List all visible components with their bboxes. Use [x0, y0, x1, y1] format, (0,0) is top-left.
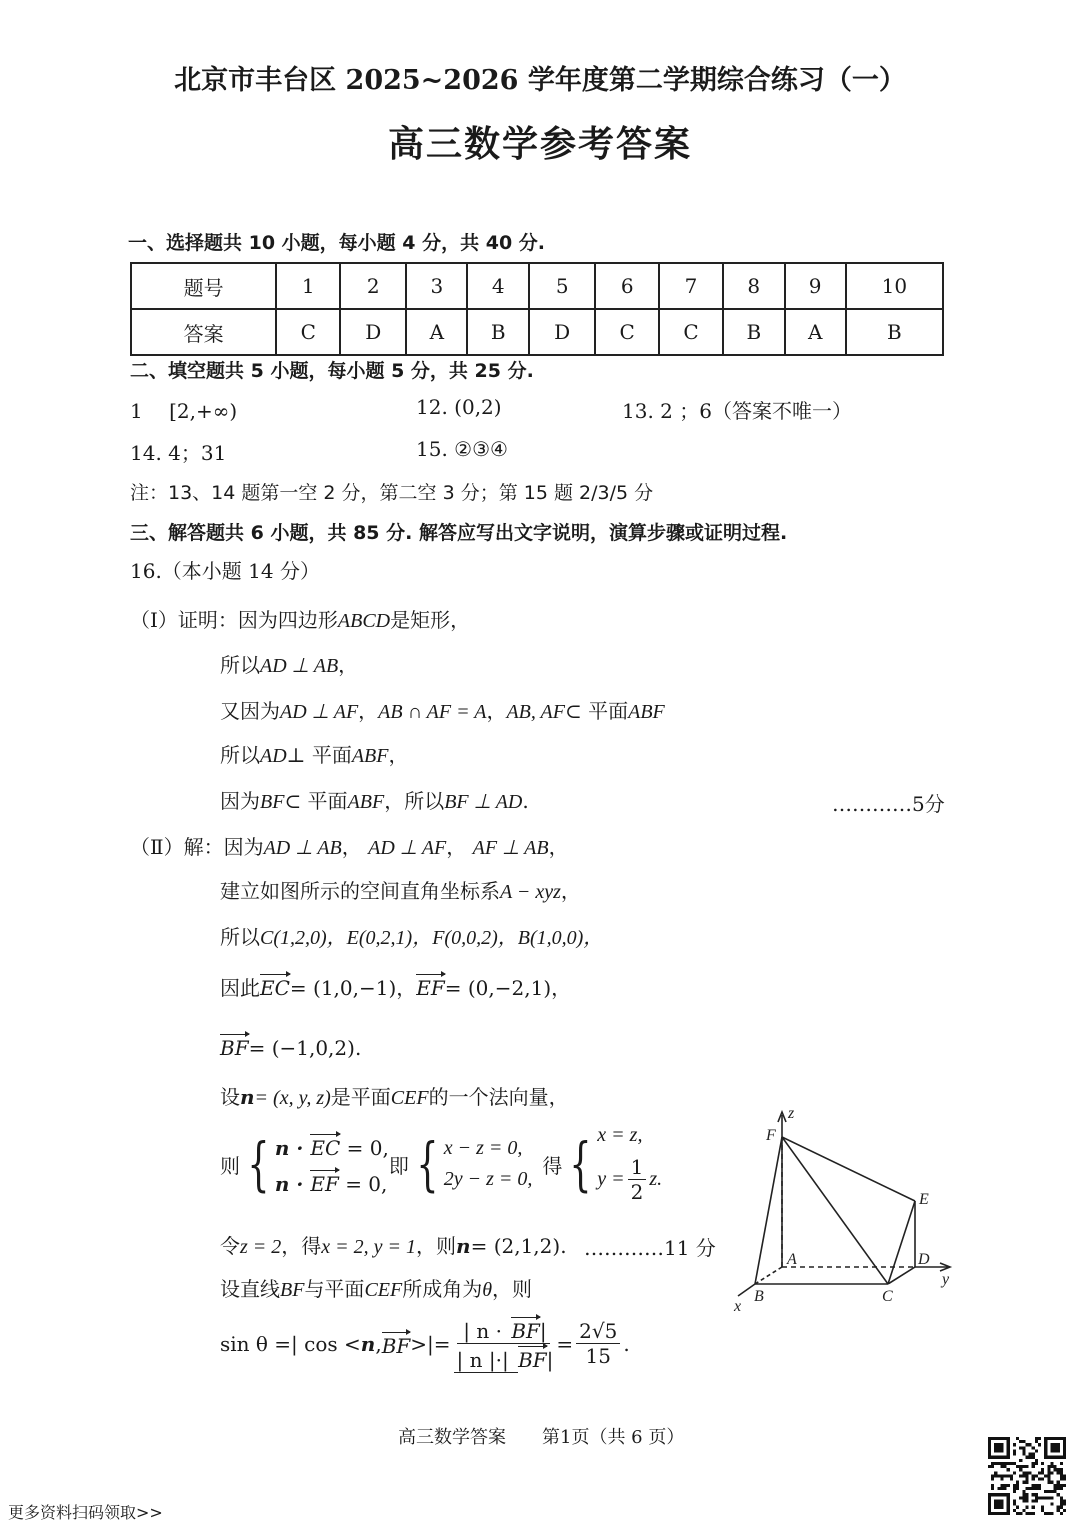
denominator: 15	[585, 1344, 611, 1368]
math: AB ∩ AF = A	[378, 701, 487, 723]
text: ，得	[281, 1234, 322, 1258]
table-row	[131, 263, 943, 309]
text: 因为	[220, 789, 260, 813]
answer-15: 15. ②③④	[416, 437, 508, 461]
part1-line3	[220, 695, 665, 724]
math: n	[360, 1331, 376, 1356]
answer-cell: C	[595, 309, 659, 355]
question-16-heading: 16.（本小题 14 分）	[130, 559, 320, 583]
score-marker-11: …………11 分	[584, 1236, 716, 1260]
answer-cell: B	[723, 309, 785, 355]
text: .	[522, 789, 529, 813]
answer-11: 1 [2,+∞)	[130, 399, 238, 423]
math: AF ⊥ AB	[472, 837, 549, 859]
text: 建立如图所示的空间直角坐标系	[220, 879, 500, 903]
text: ，	[548, 835, 569, 859]
text: 是矩形，	[390, 608, 471, 632]
math: n ·	[274, 1172, 311, 1196]
text: 是平面	[330, 1085, 391, 1109]
math: z.	[649, 1168, 663, 1190]
vector-EF: EF	[310, 1168, 338, 1196]
math: AD ⊥ AB	[260, 655, 339, 677]
text: （Ⅰ）证明：因为四边形	[130, 608, 338, 632]
answer-cell: C	[659, 309, 723, 355]
part1-line2	[220, 649, 358, 678]
vector-EC: EC	[310, 1132, 340, 1160]
text: 与平面	[304, 1277, 365, 1301]
label-D: D	[918, 1251, 930, 1268]
math: = (0,−2,1)，	[444, 976, 572, 1000]
math: n	[456, 1234, 471, 1258]
answer-13: 13. 2 ；6（答案不唯一）	[622, 399, 852, 423]
system-3	[562, 1124, 662, 1204]
math: = (2,1,2).	[470, 1234, 567, 1258]
text: ⊂ 平面	[564, 699, 629, 723]
section2-heading: 二、填空题共 5 小题，每小题 5 分，共 25 分.	[130, 360, 534, 382]
answer-12: 12. (0,2)	[416, 395, 502, 419]
text: 则	[220, 1153, 240, 1178]
math: C(1,2,0)，E(0,2,1)，F(0,0,2)，B(1,0,0)，	[260, 927, 604, 949]
question-number: 3	[406, 263, 467, 309]
text: ，	[338, 653, 359, 677]
math: n	[240, 1085, 255, 1109]
brace-icon: {	[416, 1130, 439, 1198]
row-label: 答案	[131, 309, 276, 355]
text: ⊥ 平面	[286, 743, 352, 767]
math: ,	[375, 1331, 382, 1356]
section3-heading: 三、解答题共 6 小题，共 85 分. 解答应写出文字说明，演算步骤或证明过程.	[130, 522, 788, 544]
question-number: 4	[467, 263, 529, 309]
math: |	[546, 1348, 554, 1372]
math: sin θ =| cos <	[220, 1331, 361, 1356]
geometry-figure	[720, 1100, 960, 1320]
vector-EC: EC	[260, 972, 290, 1000]
answer-table	[130, 262, 944, 356]
question-number: 9	[785, 263, 846, 309]
text: 设直线	[220, 1277, 280, 1301]
math: =	[556, 1331, 574, 1356]
system-2	[409, 1130, 533, 1198]
numerator: 2√5	[576, 1319, 620, 1344]
part1-line4	[220, 739, 409, 768]
more-resources-link[interactable]: 更多资料扫码领取>>	[8, 1503, 163, 1522]
text: ，	[341, 835, 362, 859]
answer-cell: A	[785, 309, 846, 355]
numerator: | n ·	[460, 1319, 511, 1344]
part2-line5	[220, 1032, 361, 1060]
math: AD ⊥ AF	[280, 701, 359, 723]
math: A − xyz	[500, 881, 561, 903]
math: BF	[260, 791, 285, 813]
math: θ	[482, 1279, 493, 1301]
text: ，	[388, 743, 409, 767]
math: x = 2, y = 1	[321, 1236, 417, 1258]
page-footer: 高三数学答案 第1页（共 6 页）	[398, 1427, 685, 1448]
text: （Ⅱ）解：因为	[130, 835, 264, 859]
math: .	[623, 1331, 630, 1356]
vector-BF: BF	[382, 1330, 411, 1358]
scoring-note: 注：13、14 题第一空 2 分，第二空 3 分；第 15 题 2/3/5 分	[130, 482, 654, 504]
text: 即	[388, 1153, 409, 1178]
answer-cell: D	[529, 309, 595, 355]
math: z = 2	[240, 1236, 282, 1258]
text: 所成角为	[402, 1277, 483, 1301]
numerator: 1	[628, 1155, 647, 1180]
answer-14: 14. 4；31	[130, 441, 227, 465]
text: 因此	[220, 976, 260, 1000]
question-number: 8	[723, 263, 785, 309]
text: 所以	[220, 653, 260, 677]
question-number: 5	[529, 263, 595, 309]
text: 所以	[220, 743, 260, 767]
label-y: y	[942, 1271, 950, 1288]
part1-line1	[130, 604, 470, 633]
math: = 0,	[345, 1172, 388, 1196]
math: = 0,	[346, 1136, 389, 1160]
text: ，则	[416, 1234, 457, 1258]
x-axis	[738, 1284, 755, 1296]
part2-line1	[130, 831, 569, 860]
vector-BF: BF	[511, 1315, 540, 1343]
math: ABF	[628, 701, 665, 723]
part2-line4	[220, 972, 571, 1001]
text: 设	[220, 1085, 240, 1109]
math: |	[539, 1319, 547, 1343]
label-E: E	[919, 1191, 929, 1208]
fraction	[576, 1319, 620, 1368]
vector-EF: EF	[416, 972, 444, 1000]
label-z: z	[788, 1105, 795, 1122]
document-subtitle: 高三数学参考答案	[387, 123, 692, 165]
math: CEF	[390, 1087, 429, 1109]
text: 所以	[220, 925, 260, 949]
answer-cell: C	[276, 309, 340, 355]
math: >|=	[410, 1331, 451, 1356]
part1-line5	[220, 785, 529, 814]
question-number: 1	[276, 263, 340, 309]
brace-icon: {	[247, 1130, 270, 1198]
math: ABF	[347, 791, 385, 813]
table-row	[131, 309, 943, 355]
part2-line3	[220, 921, 603, 950]
score-marker-5: …………5分	[832, 792, 945, 816]
part2-line6	[220, 1081, 569, 1110]
fraction	[454, 1315, 554, 1372]
text: ，	[446, 835, 467, 859]
system-1	[240, 1132, 389, 1196]
math: AD ⊥ AF	[368, 837, 447, 859]
question-number: 7	[659, 263, 723, 309]
qr-code[interactable]	[988, 1437, 1066, 1515]
math: AD	[260, 745, 287, 767]
label-B: B	[754, 1288, 764, 1305]
math: n ·	[274, 1136, 311, 1160]
part2-line8	[220, 1230, 567, 1259]
equation-system	[220, 1124, 662, 1204]
edge-BF	[755, 1137, 782, 1284]
denominator: 2	[630, 1180, 644, 1204]
math: BF ⊥ AD	[444, 791, 523, 813]
section1-heading: 一、选择题共 10 小题，每小题 4 分，共 40 分.	[128, 232, 546, 254]
edge-FC	[782, 1137, 888, 1284]
math: AB, AF	[506, 701, 565, 723]
label-x: x	[734, 1298, 742, 1315]
text: ，所以	[384, 789, 445, 813]
question-number: 2	[340, 263, 406, 309]
part2-line10	[220, 1315, 630, 1372]
part2-line2	[220, 875, 581, 904]
math: y =	[597, 1168, 625, 1190]
document-title: 北京市丰台区 2025~2026 学年度第二学期综合练习（一）	[174, 65, 906, 96]
vector-BF: BF	[518, 1344, 547, 1372]
denominator: | n |·|	[454, 1348, 519, 1373]
text: ，	[486, 699, 507, 723]
answer-cell: B	[467, 309, 529, 355]
text: 得	[542, 1153, 563, 1178]
math: AD ⊥ AB	[263, 837, 342, 859]
edge-AB	[755, 1267, 782, 1284]
text: ，	[560, 879, 581, 903]
text: ，则	[492, 1277, 533, 1301]
math: CEF	[364, 1279, 403, 1301]
math: 2y − z = 0,	[443, 1168, 533, 1190]
text: ，	[358, 699, 379, 723]
row-label: 题号	[131, 263, 276, 309]
math: ABCD	[337, 610, 391, 632]
brace-icon: {	[569, 1130, 592, 1198]
part2-line9	[220, 1273, 532, 1302]
edge-FE	[782, 1137, 915, 1201]
fraction	[628, 1155, 647, 1204]
math: = (1,0,−1)，	[289, 976, 417, 1000]
text: 的一个法向量，	[428, 1085, 569, 1109]
vector-BF: BF	[220, 1032, 249, 1060]
math: BF	[280, 1279, 305, 1301]
text: ⊂ 平面	[284, 789, 348, 813]
label-C: C	[882, 1288, 893, 1305]
answer-cell: D	[340, 309, 406, 355]
label-A: A	[787, 1251, 797, 1268]
answer-cell: B	[846, 309, 943, 355]
text: 又因为	[220, 699, 280, 723]
answer-cell: A	[406, 309, 467, 355]
text: 令	[220, 1234, 240, 1258]
edge-EC	[888, 1201, 915, 1284]
math: x − z = 0,	[443, 1137, 523, 1159]
question-number: 6	[595, 263, 659, 309]
math: = (x, y, z)	[254, 1087, 331, 1109]
math: x = z,	[597, 1124, 643, 1146]
question-number: 10	[846, 263, 943, 309]
math: = (−1,0,2).	[248, 1036, 362, 1060]
math: ABF	[351, 745, 389, 767]
label-F: F	[766, 1127, 776, 1144]
